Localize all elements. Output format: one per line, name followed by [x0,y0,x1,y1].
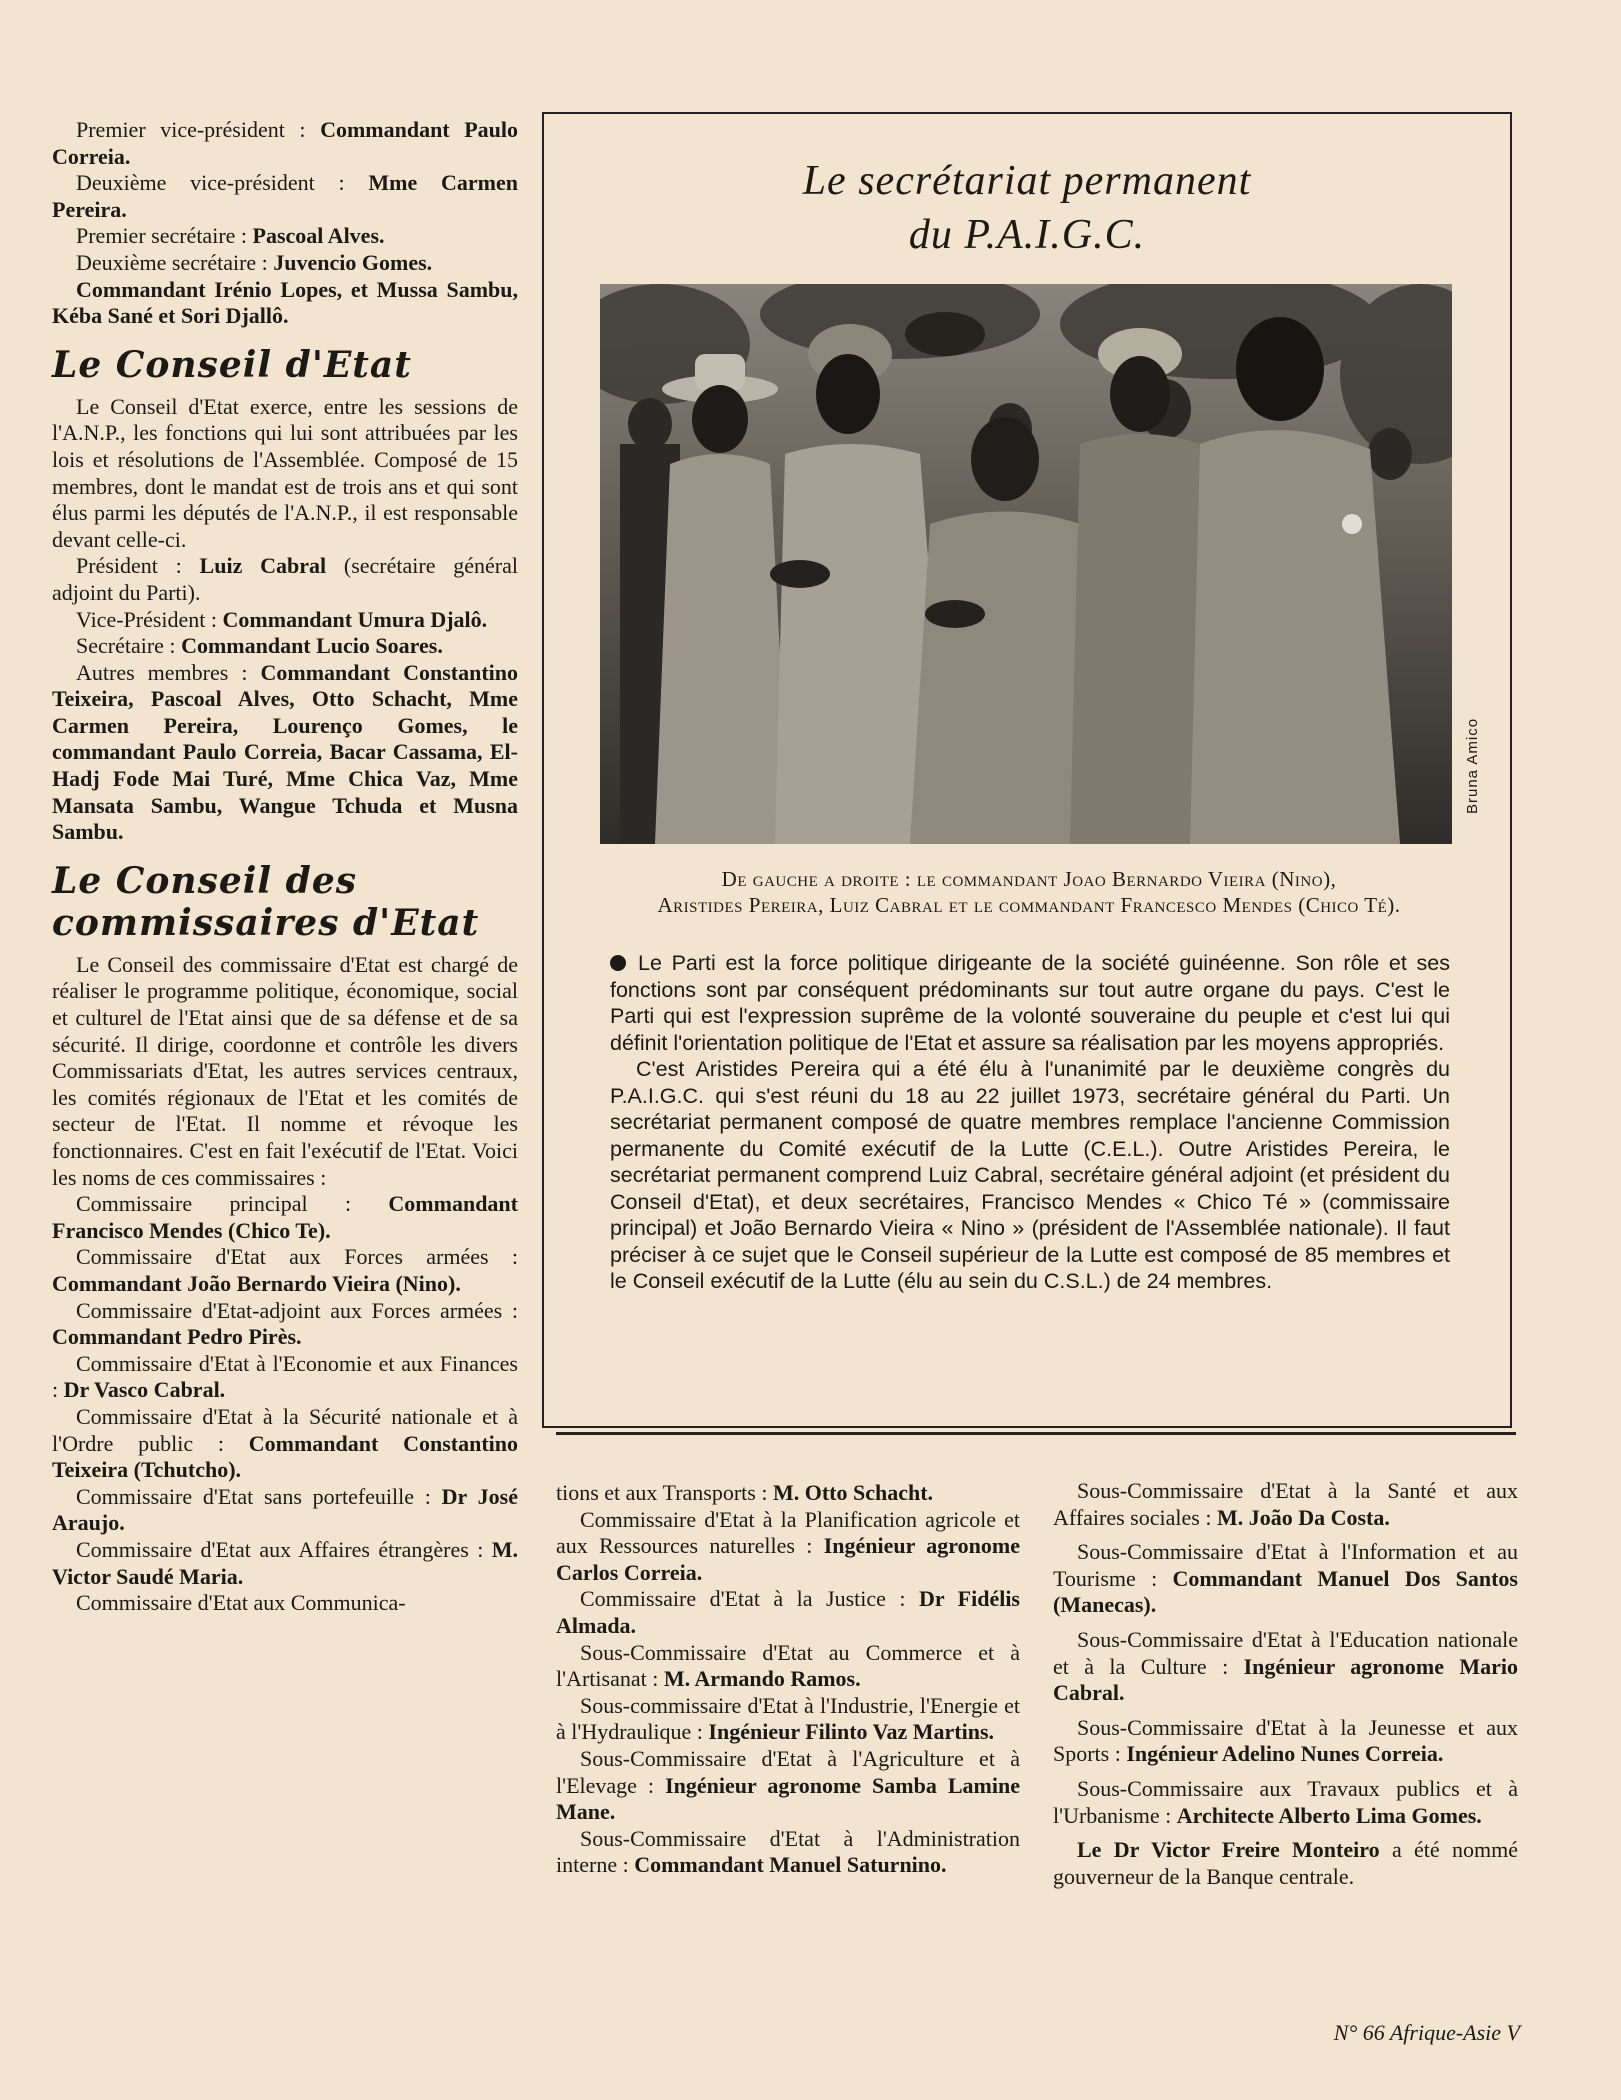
commissaire-entry: Le Dr Victor Freire Monteiro a été nommé gouverneur de la Banque centrale. [1053,1837,1518,1889]
member-entry: Vice-Président : Commandant Umura Djalô. [76,606,488,632]
commissaire-entry: Sous-commissaire d'Etat à l'Industrie, l'Energie et à l'Hydraulique : Ingénieur Filinto Vaz Martins. [556,1692,1020,1745]
box-title [544,154,1510,262]
intro-entry: Premier secrétaire : Pascoal Alves. [76,223,385,249]
conseil-commissaires-intro: Le Conseil des commissaire d'Etat est chargé de réaliser le programme politique, économique, social et culturel de l'Etat ainsi que de sa défense et de sa sécurité. Il dirige, coordonne et contrôle les divers Commissariats d'Etat, les autres services centraux, les comités régionaux de l'Etat et les comités de secteur de l'Etat. Il nomme et révoque les fonctionnaires. C'est en fait l'exécutif de l'Etat. Voici les noms de ces commissaires : [52,951,518,1190]
box-paragraph: Le Parti est la force politique dirigeante de la société guinéenne. Son rôle et ses fonctions sont par conséquent prédominants sur tout autre organe du pays. C'est le Parti qui est l'expression suprême de la volonté souveraine du peuple et c'est lui qui définit l'orientation politique de l'Etat et assure sa réalisation par les moyens appropriés. [610,951,1450,1055]
commissaire-entry: Commissaire d'Etat aux Affaires étrangères : M. Victor Saudé Maria. [52,1536,518,1589]
bullet-icon [610,955,626,971]
commissaire-entry: tions et aux Transports : M. Otto Schacht. [556,1480,934,1505]
heading-conseil-commissaires: Le Conseil des commissaires d'Etat [52,859,480,944]
intro-entry: Deuxième secrétaire : Juvencio Gomes. [76,249,433,275]
commissaire-entry: Commissaire d'Etat aux Communica- [76,1590,406,1616]
left-column [52,117,518,1617]
commissaire-entry: Commissaire d'Etat à la Sécurité nationale et à l'Ordre public : Commandant Constantino Teixeira (Tchutcho). [52,1403,518,1483]
conseil-etat-intro: Le Conseil d'Etat exerce, entre les sessions de l'A.N.P., les fonctions qui lui sont attribuées par les lois et résolutions de l'Assemblée. Composé de 15 membres, dont le mandat est de trois ans et qui sont élus parmi les députés de l'A.N.P., il est responsable devant celle-ci. [52,393,518,552]
photo-credit: Bruna Amico [1464,717,1481,814]
commissaire-entry: Sous-Commissaire d'Etat à l'Information et au Tourisme : Commandant Manuel Dos Santos (Manecas). [1053,1539,1518,1618]
caption-line: Aristides Pereira, Luiz Cabral et le commandant Francesco Mendes (Chico Té). [657,893,1401,917]
commissaire-entry: Sous-Commissaire d'Etat à la Santé et aux Affaires sociales : M. João Da Costa. [1053,1478,1518,1530]
box-bottom-rule [556,1432,1516,1435]
caption-line: De gauche a droite : le commandant Joao Bernardo Vieira (Nino), [721,867,1337,891]
commissaire-entry: Sous-Commissaire d'Etat à l'Administration interne : Commandant Manuel Saturnino. [556,1825,1020,1878]
group-photo [600,284,1452,844]
commissaire-entry: Commissaire d'Etat à la Justice : Dr Fidélis Almada. [556,1586,1020,1638]
commissaire-entry: Commissaire principal : Commandant Francisco Mendes (Chico Te). [52,1191,518,1243]
member-entry: Président : Luiz Cabral (secrétaire général adjoint du Parti). [52,553,518,605]
commissaire-entry: Sous-Commissaire d'Etat à la Jeunesse et aux Sports : Ingénieur Adelino Nunes Correia. [1053,1714,1518,1767]
commissaire-entry: Commissaire d'Etat-adjoint aux Forces armées : Commandant Pedro Pirès. [52,1297,518,1350]
intro-entry: Commandant Irénio Lopes, et Mussa Sambu, Kéba Sané et Sori Djallô. [52,276,518,329]
member-entry: Secrétaire : Commandant Lucio Soares. [76,633,443,659]
box-paragraph: C'est Aristides Pereira qui a été élu à l'unanimité par le deuxième congrès du P.A.I.G.C. qui s'est réuni du 18 au 22 juillet 1973, secrétaire général du Parti. Un secrétariat permanent composé de quatre membres remplace l'ancienne Commission permanente du Comité exécutif de la Lutte (C.E.L.). Outre Aristides Pereira, le secrétariat permanent comprend Luiz Cabral, secrétaire général adjoint (et président du Conseil d'Etat), et deux secrétaires, Francisco Mendes « Chico Té » (commissaire principal) et João Bernardo Vieira « Nino » (président de l'Assemblée nationale). Il faut préciser à ce sujet que le Conseil supérieur de la Lutte est composé de 85 membres et le Conseil exécutif de la Lutte (élu au sein du C.S.L.) de 24 membres. [610,1057,1450,1293]
commissaire-entry: Sous-Commissaire d'Etat à l'Education nationale et à la Culture : Ingénieur agronome Mario Cabral. [1053,1626,1518,1706]
secretariat-box [542,112,1512,1428]
commissaire-entry: Sous-Commissaire d'Etat à l'Agriculture et à l'Elevage : Ingénieur agronome Samba Lamine Mane. [556,1745,1020,1825]
middle-column [556,1480,1020,1879]
photo-illustration [600,284,1452,844]
commissaire-entry: Commissaire d'Etat sans portefeuille : Dr José Araujo. [52,1483,518,1536]
box-body [610,950,1450,1295]
intro-entry: Premier vice-président : Commandant Paulo Correia. [52,117,518,169]
commissaire-entry: Sous-Commissaire d'Etat au Commerce et à l'Artisanat : M. Armando Ramos. [556,1639,1020,1692]
photo-caption [564,866,1494,918]
box-title-line: Le secrétariat permanent [802,158,1252,204]
commissaire-entry: Commissaire d'Etat à la Planification agricole et aux Ressources naturelles : Ingénieur agronome Carlos Correia. [556,1506,1020,1585]
intro-entry: Deuxième vice-président : Mme Carmen Pereira. [52,170,518,222]
right-column [1053,1478,1518,1898]
box-title-line: du P.A.I.G.C. [908,212,1146,258]
member-entry: Autres membres : Commandant Constantino Teixeira, Pascoal Alves, Otto Schacht, Mme Carmen Pereira, Lourenço Gomes, le commandant Paulo Correia, Bacar Cassama, El-Hadj Fode Mai Turé, Mme Chica Vaz, Mme Mansata Sambu, Wangue Tchuda et Musna Sambu. [52,659,518,845]
heading-conseil-etat: Le Conseil d'Etat [52,343,412,386]
commissaire-entry: Commissaire d'Etat à l'Economie et aux Finances : Dr Vasco Cabral. [52,1350,518,1403]
page-footer: N° 66 Afrique-Asie V [1333,2020,1520,2045]
commissaire-entry: Sous-Commissaire aux Travaux publics et à l'Urbanisme : Architecte Alberto Lima Gomes. [1053,1775,1518,1828]
commissaire-entry: Commissaire d'Etat aux Forces armées : Commandant João Bernardo Vieira (Nino). [52,1244,518,1296]
